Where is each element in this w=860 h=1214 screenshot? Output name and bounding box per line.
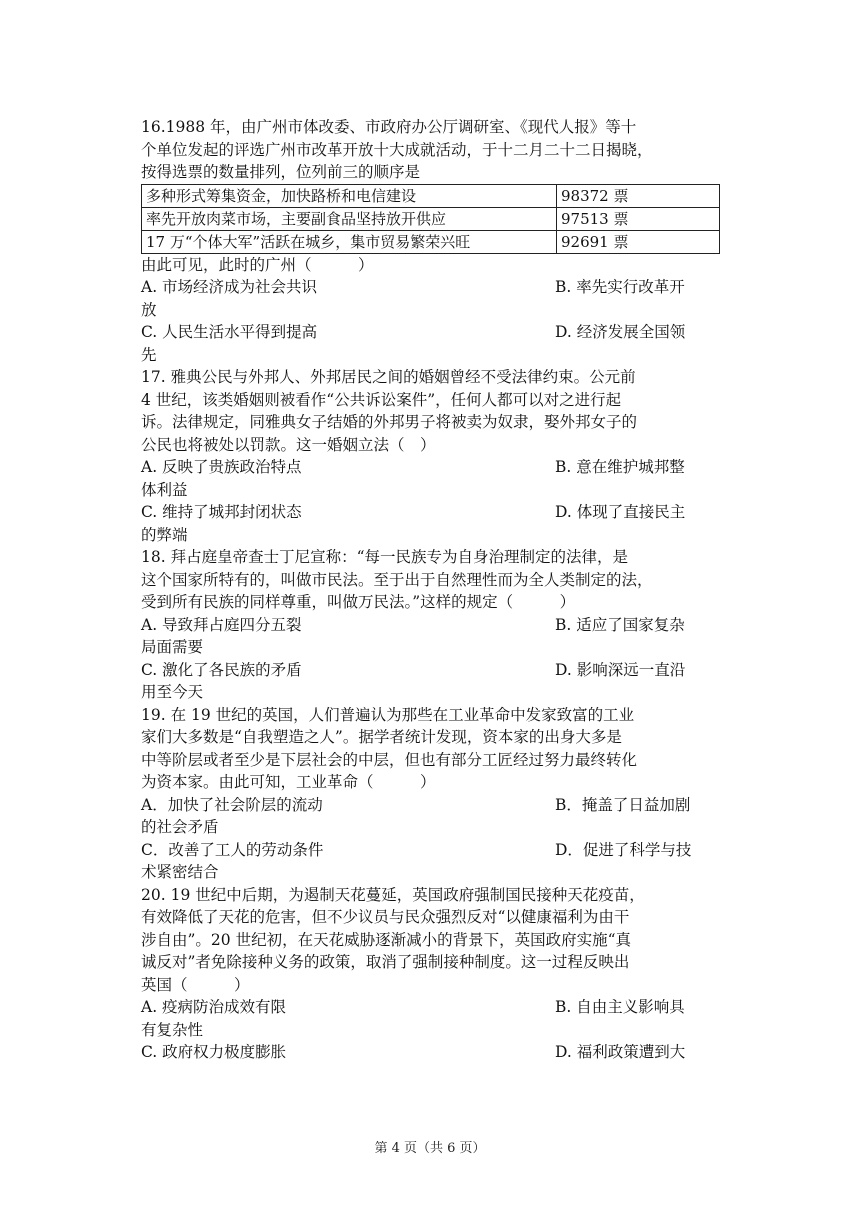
question-19-options-ab [141, 794, 721, 817]
vote-ranking-table [141, 184, 720, 254]
option-b: B. 率先实行改革开 [555, 278, 685, 296]
question-16-stem-line-2: 个单位发起的评选广州市改革开放十大成就活动，于十二月二十二日揭晓， [141, 140, 653, 159]
option-b-continued: 局面需要 [141, 638, 204, 656]
table-cell-votes: 97513 票 [557, 207, 720, 230]
option-d-continued: 用至今天 [141, 683, 204, 701]
table-row [142, 230, 720, 253]
question-20-stem-line-4: 诚反对”者免除接种义务的政策，取消了强制接种制度。这一过程反映出 [141, 953, 630, 971]
option-a: A. 疫病防治成效有限 [141, 998, 287, 1016]
question-16-tail: 由此可见，此时的广州（ ） [141, 255, 374, 274]
question-20-stem-line-2: 有效降低了天花的危害，但不少议员与民众强烈反对“以健康福利为由干 [141, 908, 630, 926]
question-16 [141, 116, 721, 366]
table-cell-votes: 98372 票 [557, 184, 720, 207]
option-d: D．促进了科学与技 [555, 840, 692, 859]
question-19-stem-line-3: 中等阶层或者至少是下层社会的中层，但也有部分工匠经过努力最终转化 [141, 750, 638, 769]
option-a: A. 反映了贵族政治特点 [141, 458, 302, 476]
option-d: D. 福利政策遭到大 [555, 1043, 686, 1061]
option-d-continued: 术紧密结合 [141, 863, 219, 881]
question-18-stem-line-2: 这个国家所特有的，叫做市民法。至于出于自然理性而为全人类制定的法， [141, 570, 653, 589]
question-16-options-cd [141, 321, 721, 344]
table-row [142, 207, 720, 230]
question-19-options-cd [141, 839, 721, 862]
question-17 [141, 366, 721, 546]
question-17-options-ab [141, 456, 721, 479]
option-c: C. 激化了各民族的矛盾 [141, 660, 302, 679]
question-17-stem-line-2: 4 世纪，该类婚姻则被看作“公共诉讼案件”，任何人都可以对之进行起 [141, 390, 622, 409]
option-c: C. 政府权力极度膨胀 [141, 1043, 287, 1061]
option-b: B. 适应了国家复杂 [555, 615, 685, 634]
table-cell-votes: 92691 票 [557, 230, 720, 253]
question-17-options-cd [141, 501, 721, 524]
question-18-stem-line-3: 受到所有民族的同样尊重，叫做万民法。”这样的规定（ ） [141, 593, 576, 611]
option-d: D. 影响深远一直沿 [555, 660, 686, 679]
question-18-options-cd [141, 659, 721, 682]
table-cell-item: 多种形式筹集资金，加快路桥和电信建设 [142, 184, 557, 207]
table-cell-item: 17 万“个体大军”活跃在城乡，集市贸易繁荣兴旺 [142, 230, 557, 253]
table-cell-item: 率先开放肉菜市场，主要副食品坚持放开供应 [142, 207, 557, 230]
option-c: C. 维持了城邦封闭状态 [141, 503, 302, 521]
option-d-continued: 的弊端 [141, 525, 188, 544]
question-18-stem-line-1: 18. 拜占庭皇帝查士丁尼宣称：“每一民族专为自身治理制定的法律，是 [141, 548, 629, 566]
question-17-stem-line-4: 公民也将被处以罚款。这一婚姻立法（ ） [141, 435, 436, 454]
option-c: C. 人民生活水平得到提高 [141, 323, 318, 341]
option-b: B. 意在维护城邦整 [555, 458, 685, 476]
option-d-continued: 先 [141, 345, 157, 364]
question-16-stem-line-1: 16.1988 年，由广州市体改委、市政府办公厅调研室、《现代人报》等十 [141, 118, 637, 136]
option-d: D. 经济发展全国领 [555, 323, 686, 341]
question-20-options-cd [141, 1041, 721, 1064]
exam-page-body [141, 116, 721, 1064]
table-row [142, 184, 720, 207]
question-17-stem-line-3: 诉。法律规定，同雅典女子结婚的外邦男子将被卖为奴隶，娶外邦女子的 [141, 413, 638, 431]
question-20-stem-line-3: 涉自由”。20 世纪初，在天花威胁逐渐减小的背景下，英国政府实施“真 [141, 930, 632, 949]
question-20-options-ab [141, 996, 721, 1019]
question-16-options-ab [141, 276, 721, 299]
option-a: A．加快了社会阶层的流动 [141, 795, 323, 814]
question-19 [141, 704, 721, 884]
option-c: C．改善了工人的劳动条件 [141, 840, 324, 859]
question-17-stem-line-1: 17. 雅典公民与外邦人、外邦居民之间的婚姻曾经不受法律约束。公元前 [141, 368, 636, 386]
question-19-stem-line-2: 家们大多数是“自我塑造之人”。据学者统计发现，资本家的出身大多是 [141, 728, 622, 746]
question-18 [141, 546, 721, 704]
page-number-footer: 第 4 页（共 6 页） [374, 1141, 486, 1156]
question-16-stem-line-3: 按得选票的数量排列，位列前三的顺序是 [141, 163, 421, 181]
question-19-stem-line-1: 19. 在 19 世纪的英国，人们普遍认为那些在工业革命中发家致富的工业 [141, 705, 635, 724]
option-b-continued: 体利益 [141, 480, 188, 499]
option-a: A. 市场经济成为社会共识 [141, 278, 318, 296]
option-d: D. 体现了直接民主 [555, 503, 686, 521]
question-20-stem-line-5: 英国（ ） [141, 975, 250, 994]
option-b: B．掩盖了日益加剧 [555, 795, 691, 814]
question-20-stem-line-1: 20. 19 世纪中后期，为遏制天花蔓延，英国政府强制国民接种天花疫苗， [141, 885, 645, 904]
option-b-continued: 放 [141, 300, 157, 319]
option-b-continued: 有复杂性 [141, 1020, 204, 1039]
question-20 [141, 884, 721, 1064]
option-b: B. 自由主义影响具 [555, 998, 685, 1016]
question-19-stem-line-4: 为资本家。由此可知，工业革命（ ） [141, 773, 436, 791]
option-a: A. 导致拜占庭四分五裂 [141, 615, 302, 634]
question-18-options-ab [141, 614, 721, 637]
option-b-continued: 的社会矛盾 [141, 818, 219, 836]
